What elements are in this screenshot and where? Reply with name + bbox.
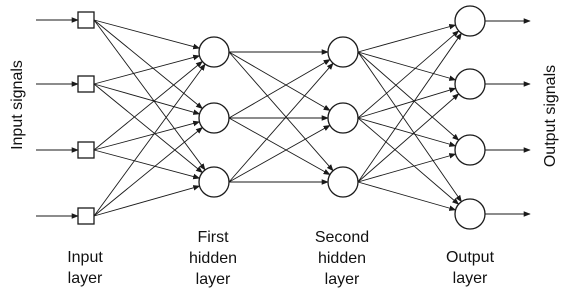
edge-hidden2-0-to-output-3 [358,52,461,202]
output-node-0 [455,6,485,36]
edge-input-0-to-hidden1-2 [94,20,205,170]
output-layer-label-line1: Output [445,249,495,266]
edge-input-3-to-hidden1-1 [94,127,202,216]
edge-input-0-to-hidden1-1 [94,20,202,109]
edge-hidden2-1-to-output-3 [358,118,459,204]
hidden2-node-1 [328,103,358,133]
first-hidden-layer-label-line2: hidden [188,250,238,267]
edge-hidden2-0-to-output-0 [358,25,456,52]
hidden1-node-0 [199,37,229,67]
edge-hidden2-2-to-output-3 [358,182,456,210]
output-signals-label: Output signals [542,64,559,168]
nodes-group [78,6,485,229]
edge-input-0-to-hidden1-0 [94,20,200,48]
hidden2-node-0 [328,37,358,67]
second-hidden-layer-label-line2: hidden [317,250,367,267]
output-node-2 [455,135,485,165]
second-hidden-layer-label-line3: layer [324,271,360,288]
edge-hidden2-1-to-output-1 [358,88,456,118]
first-hidden-layer-label [168,227,258,290]
output-layer-label [425,247,515,289]
edge-input-1-to-hidden1-0 [94,56,200,84]
output-node-3 [455,199,485,229]
edge-input-3-to-hidden1-0 [94,64,205,216]
input-layer-label-line2: layer [67,270,103,287]
input-node-1 [78,76,94,92]
edge-input-3-to-hidden1-2 [94,186,200,216]
first-hidden-layer-label-line3: layer [195,271,231,288]
edge-hidden1-2-to-hidden2-1 [229,125,330,182]
input-layer-label [40,247,130,289]
first-hidden-layer-label-line1: First [197,229,229,246]
edge-hidden1-1-to-hidden2-2 [229,118,330,175]
second-hidden-layer-label-line1: Second [314,229,370,246]
input-node-3 [78,208,94,224]
edge-hidden1-0-to-hidden2-1 [229,52,330,110]
edge-input-1-to-hidden1-1 [94,84,200,114]
edge-input-2-to-hidden1-1 [94,122,200,150]
edge-hidden2-2-to-output-0 [358,33,461,182]
input-layer-label-line1: Input [67,249,103,266]
edge-hidden2-2-to-output-1 [358,94,459,182]
output-node-1 [455,69,485,99]
second-hidden-layer-label [297,227,387,290]
edge-hidden2-0-to-output-2 [358,52,459,140]
input-node-2 [78,142,94,158]
output-layer-label-line2: layer [452,270,488,287]
edge-input-2-to-hidden1-0 [94,61,202,150]
connections-group [94,20,461,216]
hidden2-node-2 [328,167,358,197]
input-node-0 [78,12,94,28]
edge-input-2-to-hidden1-2 [94,150,200,178]
hidden1-node-2 [199,167,229,197]
edge-hidden1-2-to-hidden2-0 [229,63,333,182]
hidden1-node-1 [199,103,229,133]
input-signals-label: Input signals [9,60,26,150]
edge-input-1-to-hidden1-2 [94,84,202,173]
edge-hidden2-2-to-output-2 [358,154,456,182]
